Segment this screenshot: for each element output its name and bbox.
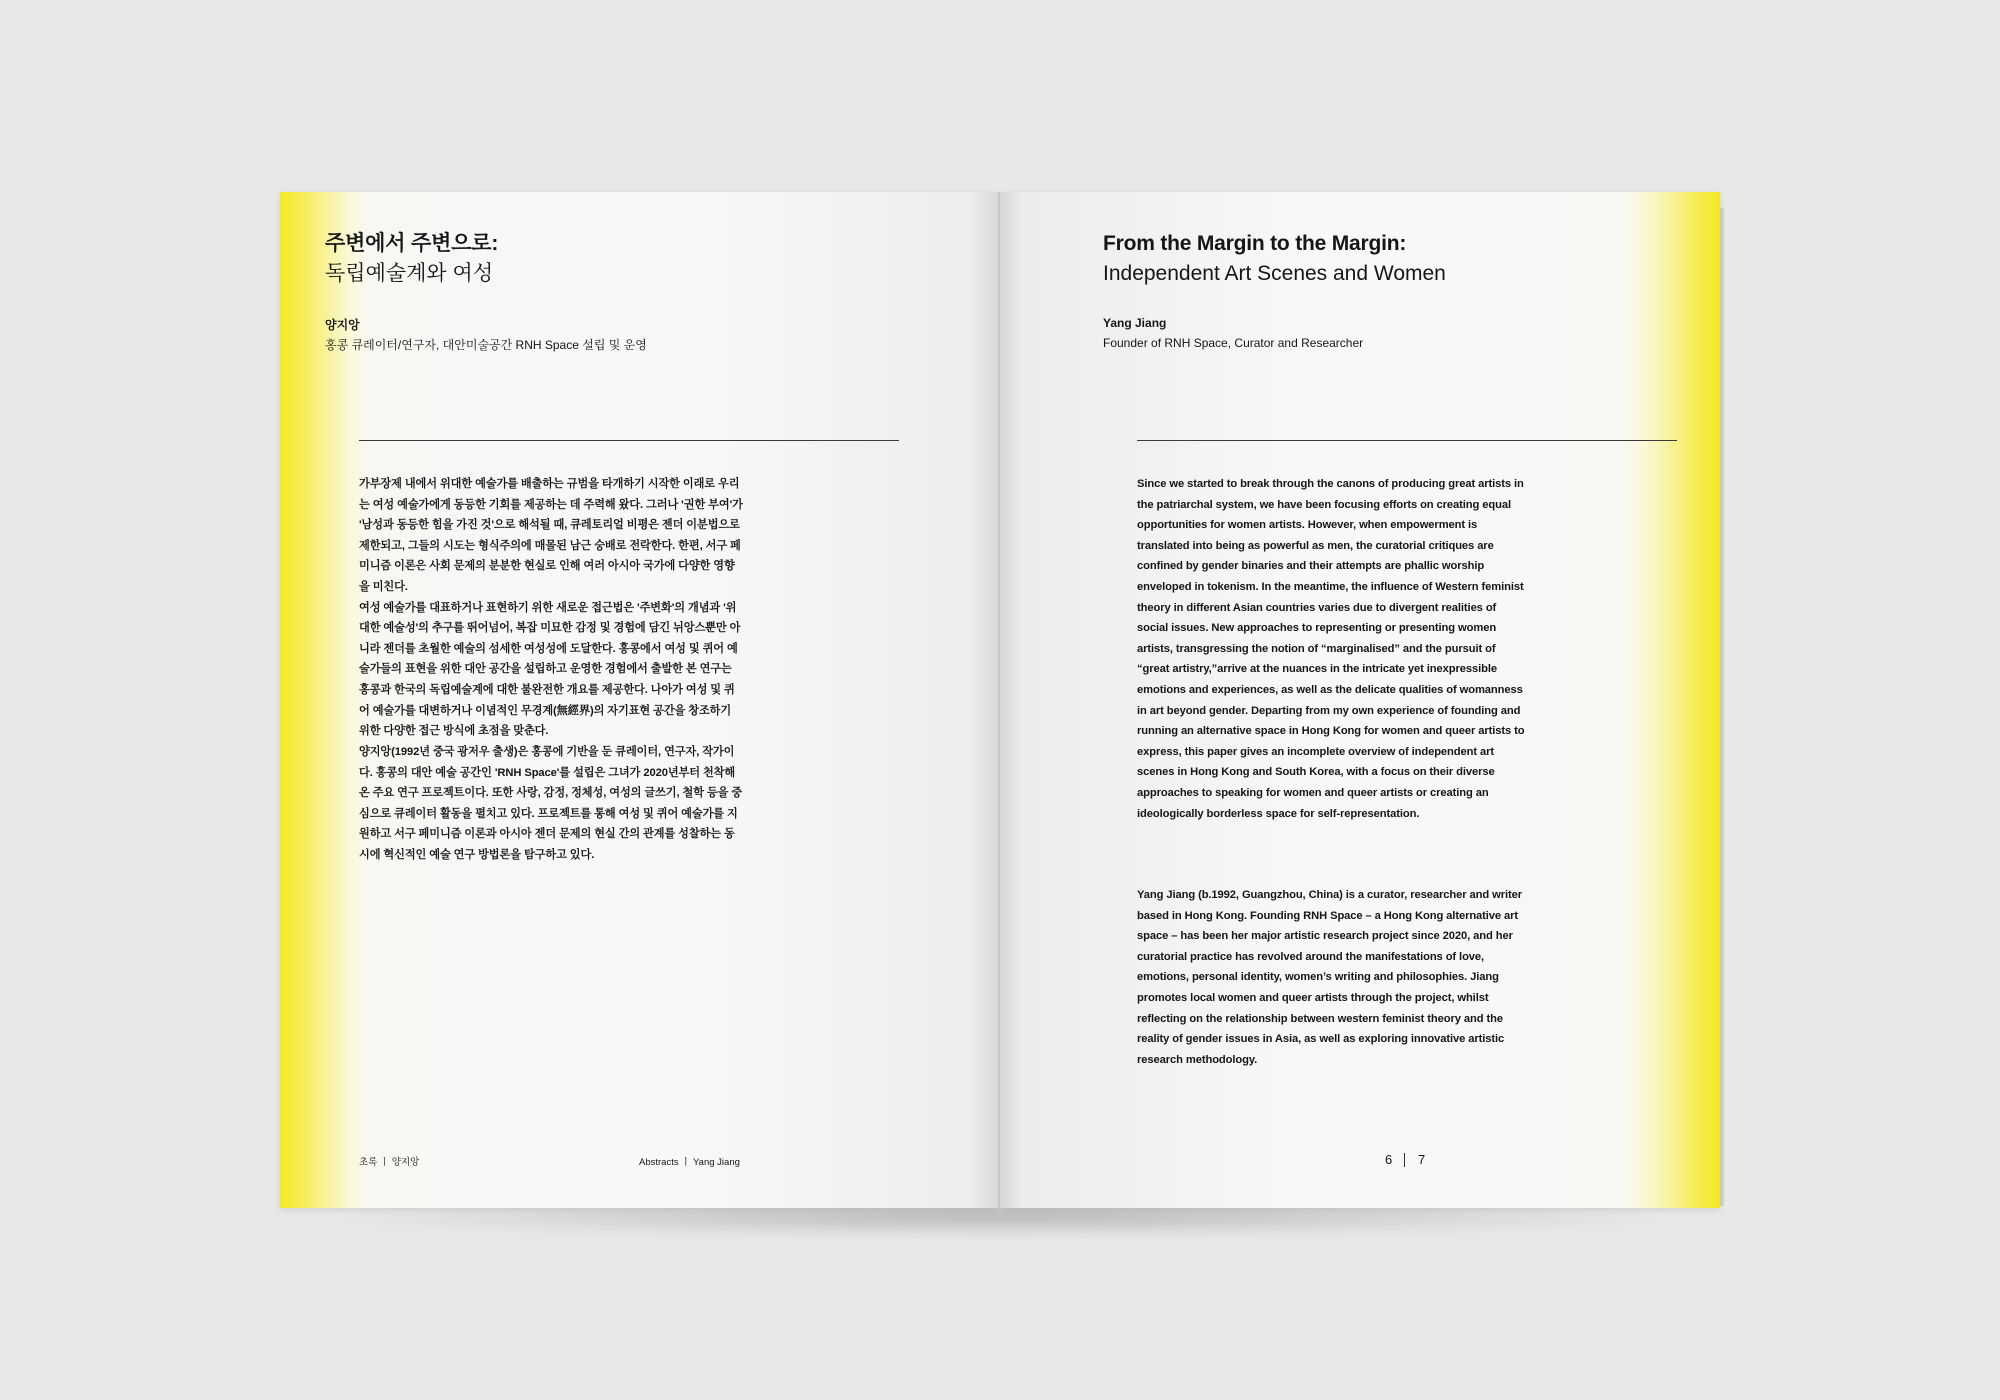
- left-affiliation: 홍콩 큐레이터/연구자, 대안미술공간 RNH Space 설립 및 운영: [325, 338, 647, 352]
- left-divider: [359, 440, 899, 441]
- right-bio: Yang Jiang (b.1992, Guangzhou, China) is a curator, researcher and writer based in Hong Kong. Founding RNH Space – a Hong Kong alternative art space – has been her major artistic research project since 2020, and her curatorial practice has revolved around the manifestations of love, emotions, personal identity, women’s writing and philosophies. Jiang promotes local women and queer artists through the project, whilst reflecting on the relationship between western feminist theory and the reality of gender issues in Asia, as well as exploring innovative artistic research methodology.: [1137, 889, 1522, 1066]
- right-divider: [1137, 440, 1677, 441]
- spine-gutter: [998, 192, 1002, 1208]
- left-bio: 양지앙(1992년 중국 광저우 출생)은 홍콩에 기반을 둔 큐레이터, 연구자, 작가이다. 홍콩의 대안 예술 공간인 'RNH Space'를 설립은 그녀가 2020년부터 천착해온 주요 연구 프로젝트이다. 또한 사랑, 감정, 정체성, 여성의 글쓰기, 철학 등을 중심으로 큐레이터 활동을 펼치고 있다. 프로젝트를 통해 여성 및 퀴어 예술가를 지원하고 서구 페미니즘 이론과 아시아 젠더 문제의 현실 간의 관계를 성찰하는 동시에 혁신적인 예술 연구 방법론을 탐구하고 있다.: [359, 746, 743, 861]
- page-number-right: 7: [1418, 1152, 1426, 1167]
- left-author: 양지앙: [325, 318, 360, 332]
- right-affiliation: Founder of RNH Space, Curator and Researcher: [1103, 336, 1364, 350]
- page-number-left: 6: [1385, 1152, 1393, 1167]
- left-footer-running-head: Abstracts ㅣ Yang Jiang: [639, 1157, 740, 1168]
- page-number-separator: [1404, 1153, 1405, 1167]
- left-title-line1: 주변에서 주변으로:: [325, 232, 499, 255]
- right-title-line1: From the Margin to the Margin:: [1103, 232, 1407, 255]
- right-page: [1002, 192, 1720, 1208]
- left-page: [280, 192, 998, 1208]
- right-author: Yang Jiang: [1103, 316, 1167, 330]
- left-footer-section: 초록 ㅣ 양지앙: [359, 1157, 420, 1168]
- right-title-line2: Independent Art Scenes and Women: [1103, 262, 1446, 285]
- left-title-line2: 독립예술계와 여성: [325, 262, 494, 285]
- right-abstract: Since we started to break through the canons of producing great artists in the patriarchal system, we have been focusing efforts on creating equal opportunities for women artists. However, when empowerment is translated into being as powerful as men, the curatorial critiques are confined by gender binaries and their attempts are phallic worship enveloped in tokenism. In the meantime, the influence of Western feminist theory in different Asian countries varies due to divergent realities of social issues. New approaches to representing or presenting women artists, transgressing the notion of “marginalised” and the pursuit of “great artistry,”arrive at the nuances in the intricate yet inexpressible emotions and experiences, as well as the delicate qualities of womanness in art beyond gender. Departing from my own experience of founding and running an alternative space in Hong Kong for women and queer artists to express, this paper gives an incomplete overview of independent art scenes in Hong Kong and South Korea, with a focus on their diverse approaches to speaking for women and queer artists or creating an ideologically borderless space for self-representation.: [1137, 478, 1525, 820]
- left-abstract: 가부장제 내에서 위대한 예술가를 배출하는 규범을 타개하기 시작한 이래로 우리는 여성 예술가에게 동등한 기회를 제공하는 데 주력해 왔다. 그러나 '권한 부여'가 '남성과 동등한 힘을 가진 것'으로 해석될 때, 큐레토리얼 비평은 젠더 이분법으로 제한되고, 그들의 시도는 형식주의에 매몰된 남근 숭배로 전락한다. 한편, 서구 페미니즘 이론은 사회 문제의 분분한 현실로 인해 여러 아시아 국가에 다양한 영향을 미친다. 여성 예술가를 대표하거나 표현하기 위한 새로운 접근법은 '주변화'의 개념과 '위대한 예술성'의 추구를 뛰어넘어, 복잡 미묘한 감정 및 경험에 담긴 뉘앙스뿐만 아니라 젠더를 초월한 예술의 섬세한 여성성에 도달한다. 홍콩에서 여성 및 퀴어 예술가들의 표현을 위한 대안 공간을 설립하고 운영한 경험에서 출발한 본 연구는 홍콩과 한국의 독립예술계에 대한 불완전한 개요를 제공한다. 나아가 여성 및 퀴어 예술가를 대변하거나 이념적인 무경계(無經界)의 자기표현 공간을 창조하기 위한 다양한 접근 방식에 초점을 맞춘다.: [359, 478, 743, 738]
